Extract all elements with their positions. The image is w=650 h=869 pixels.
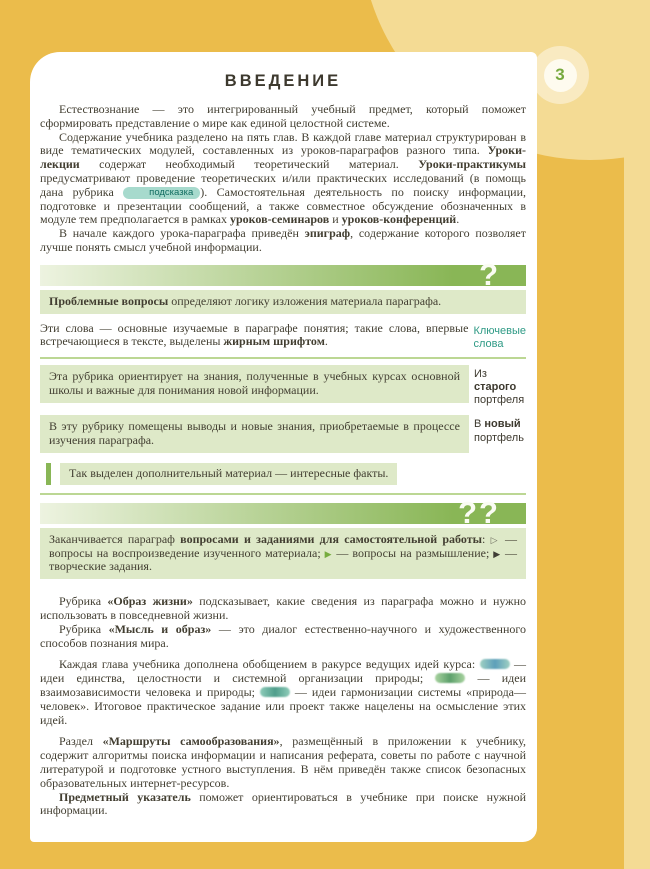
questions-tasks-text xyxy=(49,533,517,574)
page-sheet xyxy=(30,52,537,842)
text-run: В xyxy=(474,418,485,431)
text-run: — идеи гармонизации системы «природа—человек». Итоговое практическое задание или проект также нацелены на осмысление этих идей. xyxy=(40,685,527,727)
old-portfolio-box xyxy=(40,365,469,403)
text-run: новый xyxy=(484,418,521,431)
text-run: Из xyxy=(474,367,487,380)
text-run: Каждая глава учебника дополнена обобщением в ракурсе ведущих идей курса: xyxy=(59,657,480,672)
question-mark-icon: ? xyxy=(479,256,500,292)
questions-tasks-box xyxy=(40,528,526,579)
intro-paragraph-3 xyxy=(40,227,526,255)
chapter-ideas-paragraph xyxy=(40,658,526,727)
extra-material-row xyxy=(46,463,526,485)
page-number: 3 xyxy=(555,65,565,84)
new-portfolio-text xyxy=(49,420,460,448)
new-portfolio-label xyxy=(474,415,526,444)
text-run: Так выделен дополнительный материал — интересные факты. xyxy=(69,466,389,481)
rubric-thought-image-paragraph xyxy=(40,623,526,651)
problem-questions-text xyxy=(49,295,517,309)
triangle-outline-icon: ▷ xyxy=(490,535,500,546)
text-run: эпиграф xyxy=(304,226,351,241)
problem-questions-box xyxy=(40,290,526,314)
text-run: поможет ориентироваться в учебнике при поиске нужной информации. xyxy=(40,789,526,818)
text-run: — творческие задания. xyxy=(49,545,518,574)
text-run: содержат необходимый теоретический материал. xyxy=(79,157,419,172)
hint-pill: подсказка xyxy=(123,187,200,199)
subject-index-paragraph xyxy=(40,791,526,819)
triangle-dark-icon: ▶ xyxy=(493,549,502,560)
intro-paragraph-2 xyxy=(40,131,526,228)
text-run: Эти слова — основные изучаемые в параграфе понятия; такие слова, впервые встречающиеся в тексте, выделены xyxy=(40,320,469,349)
text-run: уроков-конференций xyxy=(341,212,457,227)
old-portfolio-text xyxy=(49,370,460,398)
text-run: Содержание учебника разделено на пять глав. В каждой главе материал структурирован в виде тематических модулей, составленных из уроков-параграфов разного типа. xyxy=(40,129,526,158)
intro-paragraph-1 xyxy=(40,103,526,131)
triangle-green-icon: ▶ xyxy=(324,549,333,560)
double-question-mark-icon: ?? xyxy=(458,494,500,530)
extra-material-bar xyxy=(46,463,51,485)
keywords-row xyxy=(40,322,526,351)
text-run: В начале каждого урока-параграфа приведён xyxy=(59,226,305,241)
text-run: Уроки-лекции xyxy=(40,143,526,172)
text-run: жирным шрифтом xyxy=(223,334,325,349)
text-run: — идеи взаимозависимости человека и природы; xyxy=(40,671,526,700)
text-run: — это диалог естественно-научного и художественного способов познания мира. xyxy=(40,621,526,650)
text-run: подсказывает, какие сведения из параграфа можно и нужно использовать в повседневной жизни. xyxy=(40,594,526,623)
text-run: Ключевые слова xyxy=(473,324,526,350)
idea-human-nature-icon xyxy=(435,673,465,683)
text-run: старого xyxy=(474,381,517,394)
text-run: , содержание которого позволяет лучше понять смысл учебной информации. xyxy=(40,226,526,254)
text-run: — вопросы на воспроизведение изученного материала; xyxy=(49,531,518,560)
text-run: «Мысль и образ» xyxy=(108,621,212,636)
idea-harmony-icon xyxy=(260,687,290,697)
keywords-label xyxy=(473,322,526,351)
text-run: Рубрика xyxy=(59,594,108,609)
text-run: Предметный указатель xyxy=(59,789,191,804)
text-run: . xyxy=(324,334,328,349)
self-education-paragraph xyxy=(40,735,526,790)
text-run: портфеля xyxy=(474,394,525,407)
text-run: Естествознание — это интегрированный учебный предмет, который поможет сформировать представление о мире как единой целостной системе. xyxy=(40,101,526,130)
questions-tasks-bar xyxy=(40,494,526,530)
text-run: уроков-семинаров xyxy=(229,212,330,227)
text-run: . xyxy=(456,212,460,227)
keywords-text xyxy=(40,322,468,350)
text-run: портфель xyxy=(474,431,524,444)
text-run: вопросами и заданиями для самостоятельной работы xyxy=(180,531,483,546)
extra-material-text xyxy=(60,463,397,485)
new-portfolio-box xyxy=(40,415,469,453)
background-right-band xyxy=(624,0,650,869)
text-run: Эта рубрика ориентирует на знания, полученные в учебных курсах основной школы и важные для понимания новой информации. xyxy=(49,368,460,397)
text-run: ). Самостоятельная деятельность по поиску информации, подготовке и презентации сообщений, а также совместное обсуждение обозначенных в модуле тем предполагается в рамках xyxy=(40,184,526,227)
text-run: : xyxy=(482,531,491,546)
old-portfolio-row xyxy=(40,365,526,408)
green-divider xyxy=(40,357,526,359)
text-run: , размещённый в приложении к учебнику, содержит алгоритмы поиска информации и написания реферата, советы по работе с научной литературой и подготовке устного выступления. В нём приведён также список безопасных образовательных интернет-ресурсов. xyxy=(40,734,526,790)
text-run: — вопросы на размышление; xyxy=(332,545,494,560)
question-rubric-bar xyxy=(40,256,526,292)
text-run: «Образ жизни» xyxy=(107,594,193,609)
green-divider xyxy=(40,493,526,495)
text-run: В эту рубрику помещены выводы и новые знания, приобретаемые в процессе изучения параграфа. xyxy=(49,419,460,448)
text-run: Рубрика xyxy=(59,621,109,636)
text-run: и xyxy=(329,212,342,227)
text-run: Проблемные вопросы xyxy=(49,293,169,308)
text-run: Уроки-практикумы xyxy=(418,157,526,172)
old-portfolio-label xyxy=(474,365,526,408)
rubric-lifestyle-paragraph xyxy=(40,595,526,623)
new-portfolio-row xyxy=(40,415,526,453)
text-run: Раздел xyxy=(59,734,103,749)
idea-unity-icon xyxy=(480,659,510,669)
page-title: ВВЕДЕНИЕ xyxy=(224,72,342,90)
text-run: «Маршруты самообразования» xyxy=(102,734,280,749)
text-run: — идеи единства, целостности и системной организации природы; xyxy=(40,657,527,686)
text-run: определяют логику изложения материала параграфа. xyxy=(168,293,442,308)
page-number-badge xyxy=(544,59,577,92)
text-run: предусматривают проведение теоретических и/или практических исследований (в помощь дана рубрика xyxy=(40,170,526,199)
text-run: Заканчивается параграф xyxy=(49,531,181,546)
page-number-ring xyxy=(531,46,589,104)
